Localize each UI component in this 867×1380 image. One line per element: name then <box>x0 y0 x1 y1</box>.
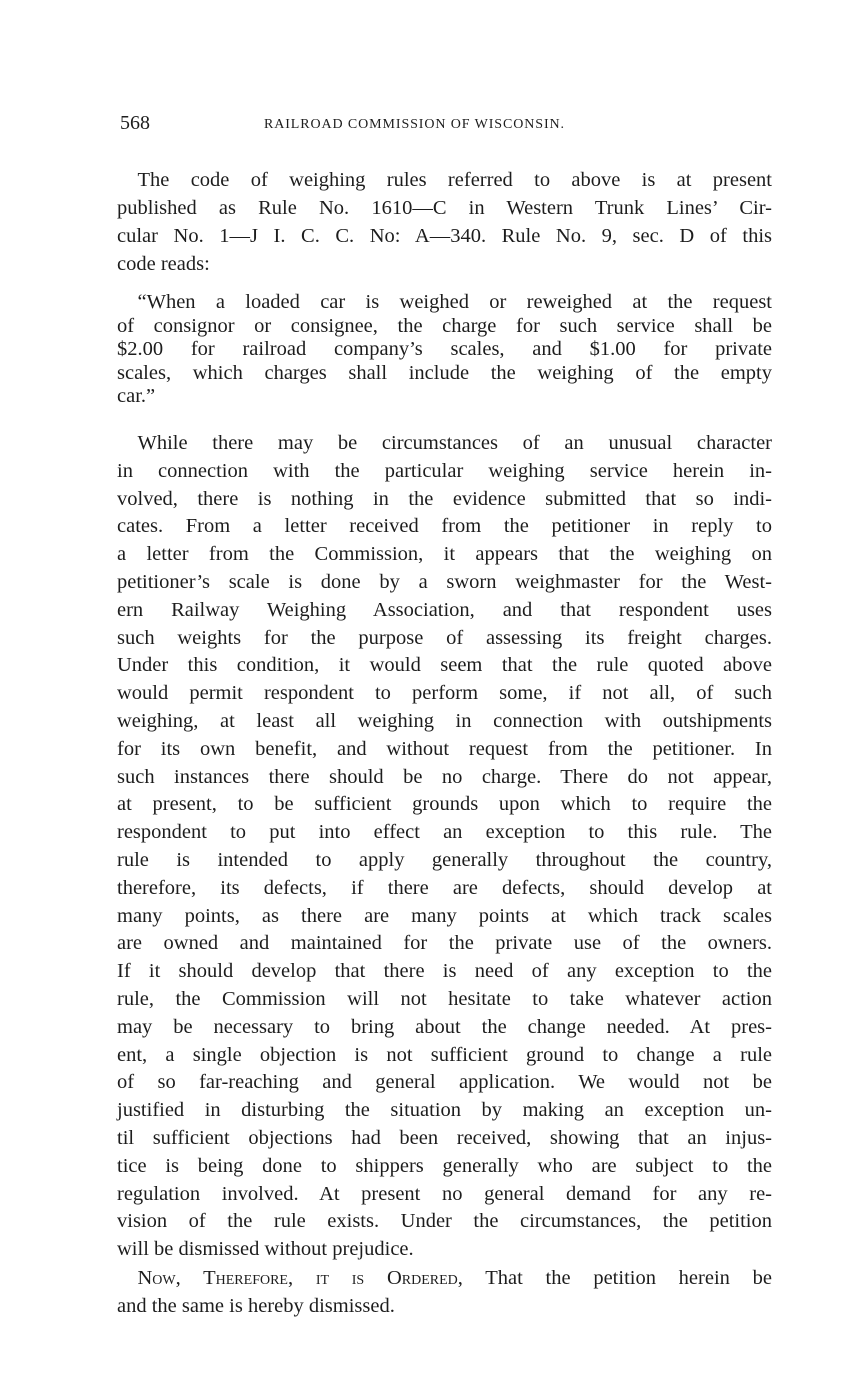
text-line: and the same is hereby dismissed. <box>117 1295 395 1317</box>
running-head: RAILROAD COMMISSION OF WISCONSIN. <box>264 117 565 132</box>
text-line: at present, to be sufficient grounds upon which to require the <box>117 793 772 816</box>
paragraph-weighing-rules <box>117 166 772 278</box>
text-line: rule, the Commission will not hesitate to take whatever action <box>117 987 772 1010</box>
text-line: such instances there should be no charge. There do not appear, <box>117 765 772 788</box>
page-number: 568 <box>120 112 150 134</box>
order-text: That the petition herein be <box>462 1267 772 1289</box>
text-line: would permit respondent to perform some, if not all, of such <box>117 682 772 705</box>
text-line: such weights for the purpose of assessing its freight charges. <box>117 626 772 649</box>
text-line: of so far-reaching and general application. We would not be <box>117 1071 772 1094</box>
text-line: ent, a single objection is not sufficient ground to change a rule <box>117 1043 772 1066</box>
page-header <box>120 108 772 140</box>
text-line: cates. From a letter received from the petitioner in reply to <box>117 515 772 538</box>
text-line: justified in disturbing the situation by making an exception un- <box>117 1099 772 1122</box>
text-line: vision of the rule exists. Under the circumstances, the petition <box>117 1210 772 1233</box>
text-line: are owned and maintained for the private use of the owners. <box>117 932 772 955</box>
text-line: tice is being done to shippers generally who are subject to the <box>117 1154 772 1177</box>
text-line: may be necessary to bring about the change needed. At pres- <box>117 1015 772 1038</box>
text-line <box>117 1264 772 1292</box>
text-line: volved, there is nothing in the evidence submitted that so indi- <box>117 487 772 510</box>
text-line: Under this condition, it would seem that the rule quoted above <box>117 654 772 677</box>
text-line: car.” <box>117 385 156 407</box>
text-line: til sufficient objections had been received, showing that an injus- <box>117 1126 772 1149</box>
text-line: regulation involved. At present no general demand for any re- <box>117 1182 772 1205</box>
block-quotation-rule-9 <box>117 291 772 409</box>
text-line: a letter from the Commission, it appears that the weighing on <box>117 543 772 566</box>
text-line: petitioner’s scale is done by a sworn weighmaster for the West- <box>117 570 772 593</box>
text-line: ern Railway Weighing Association, and that respondent uses <box>117 598 772 621</box>
text-line: code reads: <box>117 253 210 275</box>
text-line: of consignor or consignee, the charge for such service shall be <box>117 314 772 337</box>
text-line: many points, as there are many points at which track scales <box>117 904 772 927</box>
text-line: While there may be circumstances of an unusual character <box>117 432 772 454</box>
text-line: cular No. 1—J I. C. C. No: A—340. Rule No. 9, sec. D of this <box>117 225 772 247</box>
text-line: “When a loaded car is weighed or reweighed at the request <box>117 291 772 313</box>
text-line: therefore, its defects, if there are defects, should develop at <box>117 876 772 899</box>
text-line: weighing, at least all weighing in connection with outshipments <box>117 709 772 732</box>
paragraph-order <box>117 1264 772 1320</box>
text-line: scales, which charges shall include the weighing of the empty <box>117 361 772 384</box>
text-line: published as Rule No. 1610—C in Western Trunk Lines’ Cir- <box>117 197 772 219</box>
text-line: If it should develop that there is need of any exception to the <box>117 960 772 983</box>
text-line: The code of weighing rules referred to above is at present <box>117 169 772 191</box>
text-line: respondent to put into effect an exception to this rule. The <box>117 821 772 844</box>
paragraph-discussion <box>117 430 772 1264</box>
text-line: $2.00 for railroad company’s scales, and $1.00 for private <box>117 338 772 360</box>
order-formula: Now, Therefore, it is Ordered, <box>117 1267 463 1289</box>
text-line: in connection with the particular weighing service herein in- <box>117 459 772 482</box>
text-line: will be dismissed without prejudice. <box>117 1238 414 1261</box>
text-line: rule is intended to apply generally throughout the country, <box>117 848 772 871</box>
text-line: for its own benefit, and without request from the petitioner. In <box>117 737 772 760</box>
